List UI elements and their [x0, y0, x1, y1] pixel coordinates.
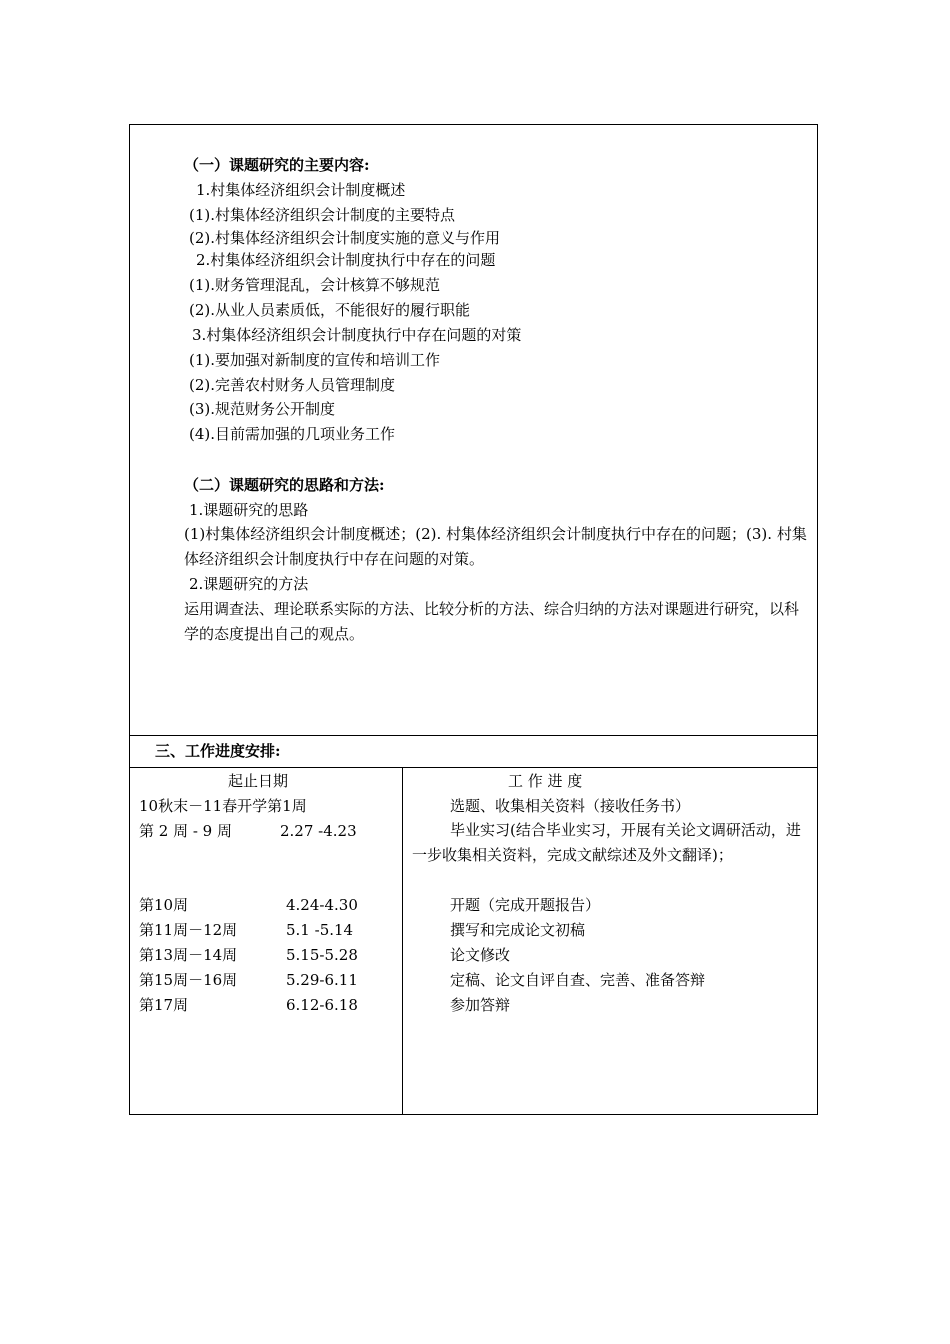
content-item: (2).村集体经济组织会计制度实施的意义与作用: [189, 229, 501, 247]
content-item: (3).规范财务公开制度: [189, 400, 336, 418]
schedule-week: 第10周: [139, 896, 189, 914]
schedule-task: 选题、收集相关资料（接收任务书）: [450, 797, 691, 815]
content-item: (2).从业人员素质低，不能很好的履行职能: [189, 301, 471, 319]
schedule-dates: 2.27 -4.23: [280, 822, 357, 840]
schedule-task: 开题（完成开题报告）: [450, 896, 601, 914]
section-one-heading: （一）课题研究的主要内容:: [184, 156, 370, 174]
schedule-task: 毕业实习(结合毕业实习，开展有关论文调研活动，进一步收集相关资料，完成文献综述及外文翻译)；: [412, 821, 801, 864]
schedule-header-divider: [130, 767, 817, 768]
schedule-task: 撰写和完成论文初稿: [450, 921, 586, 939]
schedule-dates: 5.15-5.28: [286, 946, 358, 964]
content-item: (1).村集体经济组织会计制度的主要特点: [189, 206, 456, 224]
method-text: 运用调查法、理论联系实际的方法、比较分析的方法、综合归纳的方法对课题进行研究，以科学的态度提出自己的观点。: [184, 600, 800, 643]
section-two-heading: （二）课题研究的思路和方法:: [184, 476, 385, 494]
schedule-week: 第13周－14周: [139, 946, 238, 964]
idea-title: 1.课题研究的思路: [189, 501, 309, 519]
date-column-header: 起止日期: [228, 772, 289, 790]
schedule-week: 第17周: [139, 996, 189, 1014]
method-title: 2.课题研究的方法: [189, 575, 309, 593]
schedule-week: 第 2 周 - 9 周: [139, 822, 232, 840]
schedule-dates: 6.12-6.18: [286, 996, 358, 1014]
schedule-heading: 三、工作进度安排:: [155, 742, 281, 760]
schedule-task: 论文修改: [450, 946, 511, 964]
section-divider: [130, 735, 817, 736]
schedule-dates: 4.24-4.30: [286, 896, 358, 914]
schedule-column-divider: [402, 767, 403, 1115]
content-item: (4).目前需加强的几项业务工作: [189, 425, 396, 443]
schedule-task: 参加答辩: [450, 996, 511, 1014]
content-item: (2).完善农村财务人员管理制度: [189, 376, 396, 394]
progress-column-header: 工 作 进 度: [508, 772, 583, 790]
schedule-week: 第11周－12周: [139, 921, 238, 939]
idea-text: (1)村集体经济组织会计制度概述；(2). 村集体经济组织会计制度执行中存在的问题；(3). 村集体经济组织会计制度执行中存在问题的对策。: [184, 525, 807, 568]
schedule-dates: 5.29-6.11: [286, 971, 358, 989]
content-item: (1).要加强对新制度的宣传和培训工作: [189, 351, 441, 369]
schedule-task: 定稿、论文自评自查、完善、准备答辩: [450, 971, 706, 989]
content-item: (1).财务管理混乱，会计核算不够规范: [189, 276, 441, 294]
content-item: 1.村集体经济组织会计制度概述: [196, 181, 406, 199]
schedule-dates: 5.1 -5.14: [286, 921, 354, 939]
content-item: 2.村集体经济组织会计制度执行中存在的问题: [196, 251, 496, 269]
schedule-week: 第15周－16周: [139, 971, 238, 989]
schedule-week: 10秋末－11春开学第1周: [139, 797, 307, 815]
content-item: 3.村集体经济组织会计制度执行中存在问题的对策: [192, 326, 522, 344]
